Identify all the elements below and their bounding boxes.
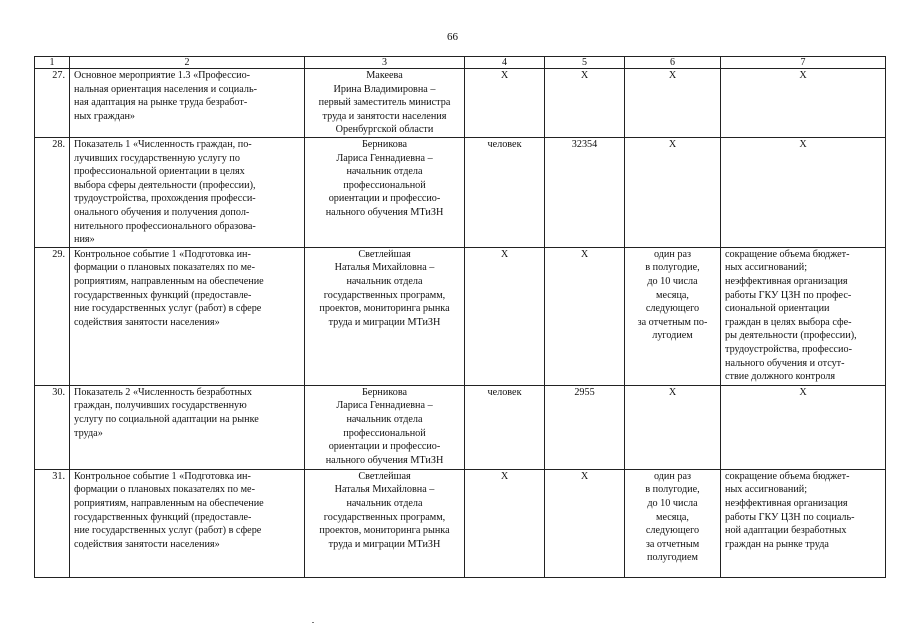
activity-cell xyxy=(70,469,305,577)
activity-line: содействия занятости населения» xyxy=(74,316,220,328)
responsible-line: Макеева xyxy=(366,70,403,81)
responsible-line: профессиональной xyxy=(343,427,426,439)
period-line: Х xyxy=(668,70,677,81)
activity-cell xyxy=(70,385,305,469)
value-cell: Х xyxy=(545,69,625,138)
col-header-5: 5 xyxy=(545,57,625,69)
row-number: 30. xyxy=(35,385,70,469)
risks-cell xyxy=(721,247,886,385)
row-number: 27. xyxy=(35,69,70,138)
responsible-line: государственных программ, xyxy=(323,511,446,523)
responsible-cell xyxy=(305,138,465,248)
activity-line: ние государственных услуг (работ) в сфере xyxy=(74,303,262,315)
period-line: в полугодие, xyxy=(645,484,700,496)
responsible-line: Лариса Геннадиевна – xyxy=(336,152,433,164)
risks-line: сокращение объема бюджет- xyxy=(725,248,850,260)
activity-line: услугу по социальной адаптации на рынке xyxy=(74,413,259,425)
row-number: 28. xyxy=(35,138,70,248)
activity-line: ние государственных услуг (работ) в сфере xyxy=(74,525,262,537)
risks-line: трудоустройства, профессио- xyxy=(725,343,852,355)
activity-line: ных граждан» xyxy=(74,110,136,122)
responsible-line: проектов, мониторинга рынка xyxy=(319,303,450,315)
scan-speck xyxy=(312,622,314,623)
activity-line: роприятиям, направленным на обеспечение xyxy=(74,497,264,509)
col-header-1: 1 xyxy=(35,57,70,69)
activity-line: выбора сферы деятельности (профессии), xyxy=(74,179,256,191)
activity-line: Показатель 2 «Численность безработных xyxy=(74,386,252,398)
activity-line: формации о плановых показателях по ме- xyxy=(74,262,255,274)
col-header-2: 2 xyxy=(70,57,305,69)
activity-line: Основное мероприятие 1.3 «Профессио- xyxy=(74,70,251,81)
table-row xyxy=(35,385,886,469)
responsible-line: начальник отдела xyxy=(346,166,423,178)
activity-line: ния» xyxy=(74,234,95,246)
risks-line: граждан в целях выбора сфе- xyxy=(725,316,852,328)
responsible-line: Светлейшая xyxy=(358,470,411,482)
value-cell: 32354 xyxy=(545,138,625,248)
period-line: следующего xyxy=(645,303,700,315)
unit-cell: Х xyxy=(465,69,545,138)
col-header-4: 4 xyxy=(465,57,545,69)
responsible-line: Наталья Михайловна – xyxy=(334,484,435,496)
activity-line: формации о плановых показателях по ме- xyxy=(74,484,255,496)
activity-cell xyxy=(70,138,305,248)
risks-cell xyxy=(721,69,886,138)
unit-cell: человек xyxy=(465,385,545,469)
risks-line: неэффективная организация xyxy=(725,275,848,287)
risks-cell xyxy=(721,385,886,469)
responsible-line: Светлейшая xyxy=(358,248,411,260)
period-cell xyxy=(625,469,721,577)
activity-line: государственных функций (предоставле- xyxy=(74,511,252,523)
page-number: 66 xyxy=(447,31,458,43)
risks-line: сиональной ориентации xyxy=(725,303,830,315)
activity-line: Контрольное событие 1 «Подготовка ин- xyxy=(74,248,251,260)
risks-line: Х xyxy=(799,386,807,398)
responsible-line: труда и миграции МТиЗН xyxy=(328,538,441,550)
responsible-line: начальник отдела xyxy=(346,413,423,425)
risks-line: сокращение объема бюджет- xyxy=(725,470,850,482)
risks-line: ных ассигнований; xyxy=(725,484,808,496)
activity-line: Контрольное событие 1 «Подготовка ин- xyxy=(74,470,251,482)
responsible-line: труда и занятости населения xyxy=(322,110,447,122)
activity-line: онального обучения и получения допол- xyxy=(74,206,250,218)
responsible-line: первый заместитель министра xyxy=(318,97,451,109)
value-cell: Х xyxy=(545,469,625,577)
period-cell xyxy=(625,247,721,385)
activity-cell xyxy=(70,247,305,385)
period-line: один раз xyxy=(653,248,692,260)
responsible-line: Берникова xyxy=(361,139,408,150)
activity-line: профессиональной ориентации в целях xyxy=(74,166,245,178)
activity-line: труда» xyxy=(74,427,103,439)
risks-line: ных ассигнований; xyxy=(725,262,808,274)
period-cell xyxy=(625,138,721,248)
risks-line: неэффективная организация xyxy=(725,497,848,509)
risks-line: Х xyxy=(799,70,807,81)
responsible-line: ориентации и профессио- xyxy=(328,441,441,453)
col-header-7: 7 xyxy=(721,57,886,69)
responsible-line: нального обучения МТиЗН xyxy=(325,206,444,218)
value-cell: 2955 xyxy=(545,385,625,469)
risks-line: ры деятельности (профессии), xyxy=(725,330,857,342)
period-cell xyxy=(625,385,721,469)
responsible-line: профессиональной xyxy=(343,179,426,191)
risks-line: работы ГКУ ЦЗН по профес- xyxy=(725,289,852,301)
unit-cell: человек xyxy=(465,138,545,248)
risks-line: ной адаптации безработных xyxy=(725,525,847,537)
activities-table xyxy=(34,56,886,578)
period-line: Х xyxy=(668,139,677,150)
period-line: месяца, xyxy=(656,289,689,301)
row-number: 31. xyxy=(35,469,70,577)
responsible-line: проектов, мониторинга рынка xyxy=(319,525,450,537)
activity-line: содействия занятости населения» xyxy=(74,538,220,550)
value-cell: Х xyxy=(545,247,625,385)
responsible-cell xyxy=(305,469,465,577)
responsible-line: государственных программ, xyxy=(323,289,446,301)
responsible-line: нального обучения МТиЗН xyxy=(325,454,444,466)
table-body xyxy=(35,69,886,578)
table-row xyxy=(35,138,886,248)
responsible-line: ориентации и профессио- xyxy=(328,193,441,205)
col-header-6: 6 xyxy=(625,57,721,69)
risks-cell xyxy=(721,469,886,577)
risks-line: ствие должного контроля xyxy=(725,371,836,383)
activity-line: нальная ориентация населения и социаль- xyxy=(74,83,257,95)
activity-line: лучивших государственную услугу по xyxy=(74,152,240,164)
period-line: в полугодие, xyxy=(645,262,700,274)
period-line: до 10 числа xyxy=(647,497,698,509)
period-line: месяца, xyxy=(656,511,689,523)
activity-line: граждан, получивших государственную xyxy=(74,400,247,412)
responsible-cell xyxy=(305,247,465,385)
responsible-line: Берникова xyxy=(361,386,408,398)
period-line: полугодием xyxy=(647,552,698,564)
unit-cell: Х xyxy=(465,247,545,385)
responsible-line: начальник отдела xyxy=(346,497,423,509)
activity-cell xyxy=(70,69,305,138)
responsible-line: начальник отдела xyxy=(346,275,423,287)
table-row xyxy=(35,247,886,385)
activity-line: трудоустройства, прохождения професси- xyxy=(74,193,256,205)
period-line: один раз xyxy=(653,470,692,482)
responsible-cell xyxy=(305,385,465,469)
risks-line: Х xyxy=(799,139,807,150)
activity-line: государственных функций (предоставле- xyxy=(74,289,252,301)
responsible-line: труда и миграции МТиЗН xyxy=(328,316,441,328)
period-cell xyxy=(625,69,721,138)
period-line: лугодием xyxy=(652,330,693,342)
responsible-line: Ирина Владимировна – xyxy=(333,83,436,95)
activity-line: нительного профессионального образова- xyxy=(74,220,256,232)
responsible-line: Оренбургской области xyxy=(335,124,434,136)
risks-line: нального обучения и отсут- xyxy=(725,357,845,369)
risks-line: граждан на рынке труда xyxy=(725,538,829,550)
unit-cell: Х xyxy=(465,469,545,577)
table-row xyxy=(35,469,886,577)
activity-line: роприятиям, направленным на обеспечение xyxy=(74,275,264,287)
activity-line: Показатель 1 «Численность граждан, по- xyxy=(74,139,252,150)
risks-cell xyxy=(721,138,886,248)
table-row xyxy=(35,69,886,138)
responsible-line: Лариса Геннадиевна – xyxy=(336,400,433,412)
risks-line: работы ГКУ ЦЗН по социаль- xyxy=(725,511,855,523)
responsible-line: Наталья Михайловна – xyxy=(334,262,435,274)
period-line: за отчетным xyxy=(645,538,700,550)
header-row xyxy=(35,57,886,69)
activity-line: ная адаптация на рынке труда безработ- xyxy=(74,97,248,109)
col-header-3: 3 xyxy=(305,57,465,69)
responsible-cell xyxy=(305,69,465,138)
row-number: 29. xyxy=(35,247,70,385)
period-line: за отчетным по- xyxy=(637,316,708,328)
period-line: следующего xyxy=(645,525,700,537)
period-line: до 10 числа xyxy=(647,275,698,287)
period-line: Х xyxy=(668,386,677,398)
